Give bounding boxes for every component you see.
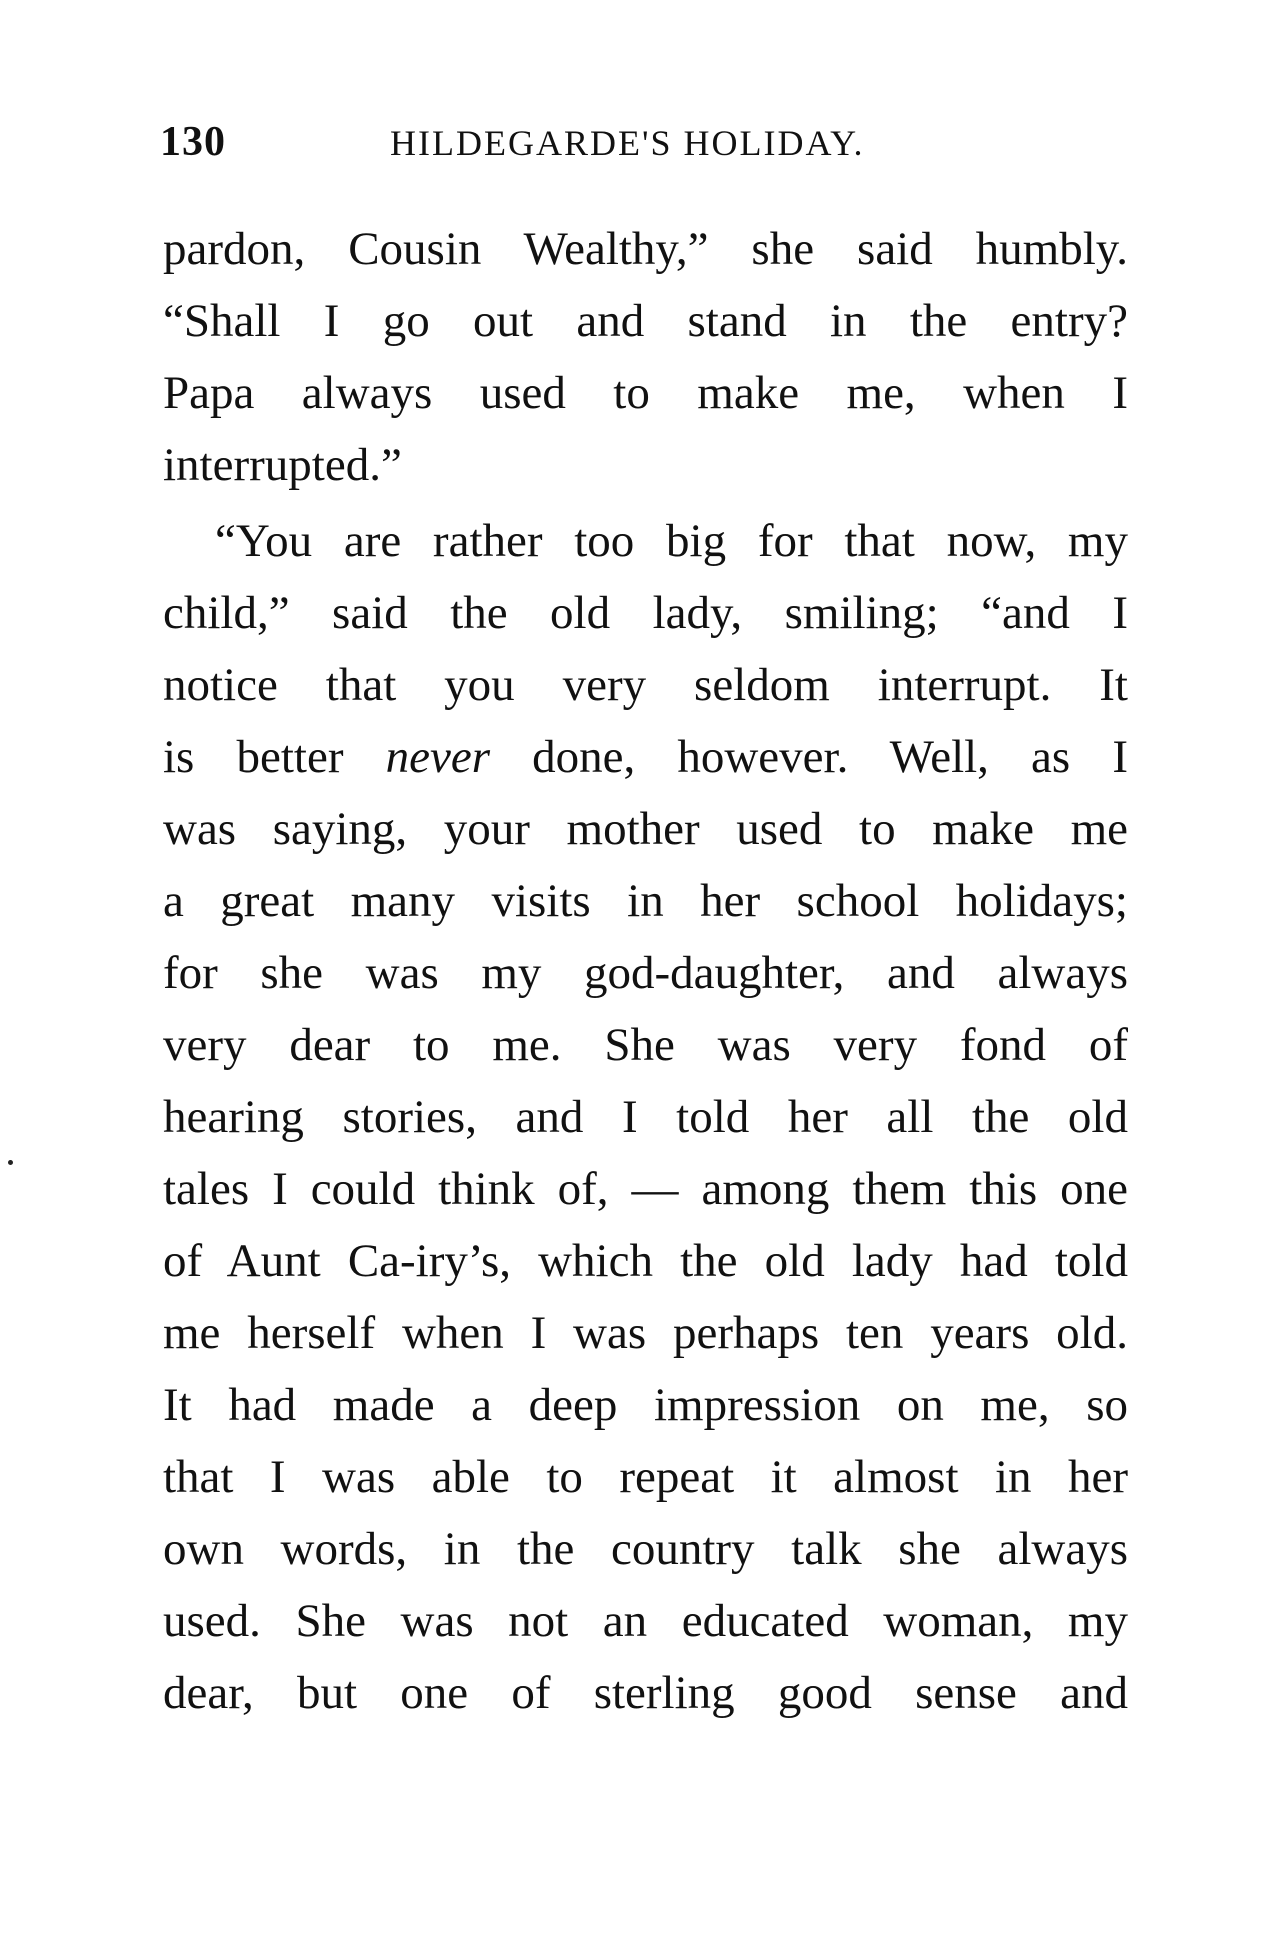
text-line: is better never done, however. Well, as I <box>163 731 1128 783</box>
text-line: for she was my god-daughter, and always <box>163 947 1128 999</box>
text-line: “You are rather too big for that now, my <box>215 515 1128 567</box>
text-line: interrupted.” <box>163 439 402 491</box>
running-title: HILDEGARDE'S HOLIDAY. <box>390 123 865 163</box>
text-line: notice that you very seldom interrupt. It <box>163 659 1128 711</box>
text-line: used. She was not an educated woman, my <box>163 1595 1128 1647</box>
text-line: me herself when I was perhaps ten years old. <box>163 1307 1128 1359</box>
text-line: own words, in the country talk she always <box>163 1523 1128 1575</box>
text-line: tales I could think of, — among them this one <box>163 1163 1128 1215</box>
page-number: 130 <box>160 119 226 165</box>
text-line: “Shall I go out and stand in the entry? <box>163 295 1128 347</box>
text-line: of Aunt Ca-iry’s, which the old lady had told <box>163 1235 1128 1287</box>
text-line: that I was able to repeat it almost in her <box>163 1451 1128 1503</box>
text-line: It had made a deep impression on me, so <box>163 1379 1128 1431</box>
text-line: very dear to me. She was very fond of <box>163 1019 1128 1071</box>
text-line: pardon, Cousin Wealthy,” she said humbly. <box>163 223 1128 275</box>
scan-speck <box>8 1160 13 1165</box>
text-line: hearing stories, and I told her all the old <box>163 1091 1128 1143</box>
page-header <box>160 118 1130 178</box>
text-line: a great many visits in her school holidays; <box>163 875 1128 927</box>
emphasis-word: never <box>385 731 490 783</box>
text-line: Papa always used to make me, when I <box>163 367 1128 419</box>
body-text <box>163 213 1128 1729</box>
text-line: was saying, your mother used to make me <box>163 803 1128 855</box>
text-line: dear, but one of sterling good sense and <box>163 1667 1128 1719</box>
text-line: child,” said the old lady, smiling; “and I <box>163 587 1128 639</box>
